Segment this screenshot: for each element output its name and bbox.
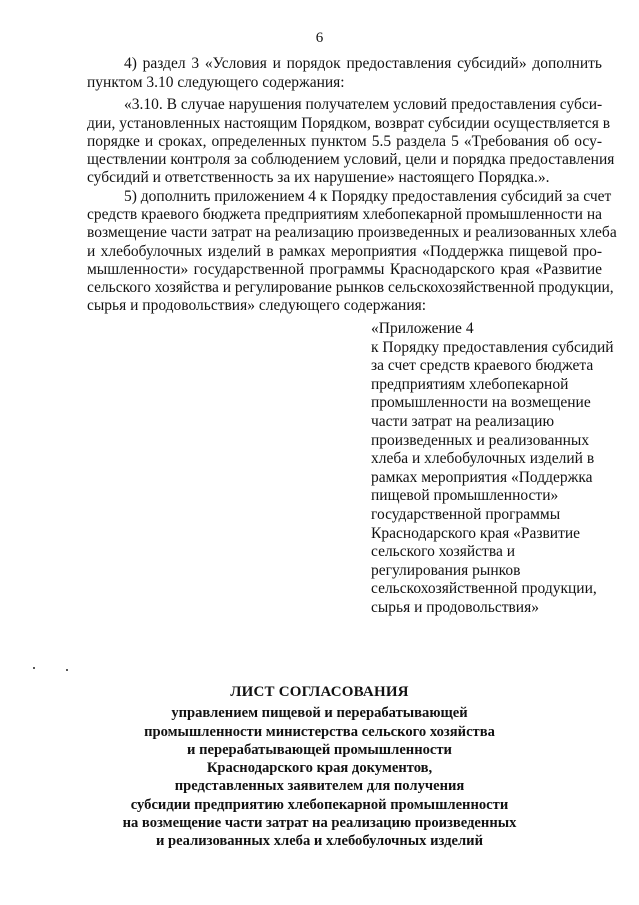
appendix-line: пищевой промышленности»	[371, 487, 559, 505]
appendix-header	[371, 320, 616, 618]
approval-sheet-line: представленных заявителем для получения	[174, 778, 465, 795]
body-line: средств краевого бюджета предприятиям хлебопекарной промышленности на	[87, 206, 602, 223]
body-line: возмещение части затрат на реализацию произведенных и реализованных хлеба	[87, 224, 617, 241]
body-line: сельского хозяйства и регулирование рынков сельскохозяйственной продукции,	[87, 279, 614, 296]
appendix-line: предприятиям хлебопекарной	[371, 375, 569, 393]
body-line: порядке и сроках, определенных пунктом 5.5 раздела 5 «Требования об осу-	[87, 133, 602, 150]
approval-sheet-line: управлением пищевой и перерабатывающей	[171, 705, 468, 722]
approval-sheet-title: ЛИСТ СОГЛАСОВАНИЯ	[230, 684, 409, 700]
appendix-line: «Приложение 4	[371, 320, 474, 337]
appendix-line: государственной программы	[371, 505, 561, 523]
appendix-line: к Порядку предоставления субсидий	[371, 338, 614, 356]
approval-sheet-line: и перерабатывающей промышленности	[187, 741, 452, 758]
appendix-line: сельскохозяйственной продукции,	[371, 580, 597, 598]
scan-speck	[33, 667, 35, 669]
scan-speck	[66, 669, 68, 671]
body-line: и хлебобулочных изделий в рамках мероприятия «Поддержка пищевой про-	[87, 243, 602, 260]
appendix-line: произведенных и реализованных	[371, 431, 590, 449]
appendix-line: сельского хозяйства и	[371, 543, 515, 561]
body-line: 4) раздел 3 «Условия и порядок предоставления субсидий» дополнить	[124, 55, 602, 72]
appendix-line: промышленности на возмещение	[371, 394, 591, 412]
approval-sheet-line: на возмещение части затрат на реализацию произведенных	[122, 815, 517, 832]
appendix-line: хлеба и хлебобулочных изделий в	[371, 450, 595, 468]
body-line: пунктом 3.10 следующего содержания:	[87, 74, 345, 91]
appendix-line: рамках мероприятия «Поддержка	[371, 468, 593, 486]
approval-sheet-line: субсидии предприятию хлебопекарной промышленности	[130, 796, 509, 813]
approval-sheet-line: Краснодарского края документов,	[206, 760, 433, 777]
approval-sheet-line: и реализованных хлеба и хлебобулочных изделий	[156, 833, 483, 850]
appendix-line: части затрат на реализацию	[371, 412, 555, 430]
approval-sheet	[0, 683, 639, 851]
body-line: мышленности» государственной программы Краснодарского края «Развитие	[87, 261, 602, 278]
body-line: субсидий и ответственность за их нарушение» настоящего Порядка.».	[87, 169, 550, 186]
appendix-line: регулирования рынков	[371, 561, 521, 579]
appendix-line: за счет средств краевого бюджета	[371, 357, 594, 375]
approval-sheet-line: промышленности министерства сельского хозяйства	[144, 723, 495, 740]
body-line: 5) дополнить приложением 4 к Порядку предоставления субсидий за счет	[124, 188, 612, 205]
body-line: дии, установленных настоящим Порядком, возврат субсидии осуществляется в	[87, 115, 611, 132]
appendix-line: Краснодарского края «Развитие	[371, 524, 581, 542]
page-number: 6	[315, 30, 324, 46]
appendix-line: сырья и продовольствия»	[371, 598, 539, 616]
body-line: «3.10. В случае нарушения получателем условий предоставления субси-	[124, 96, 603, 113]
body-line: ществлении контроля за соблюдением условий, цели и порядка предоставления	[87, 151, 615, 168]
body-line: сырья и продовольствия» следующего содержания:	[87, 297, 427, 314]
